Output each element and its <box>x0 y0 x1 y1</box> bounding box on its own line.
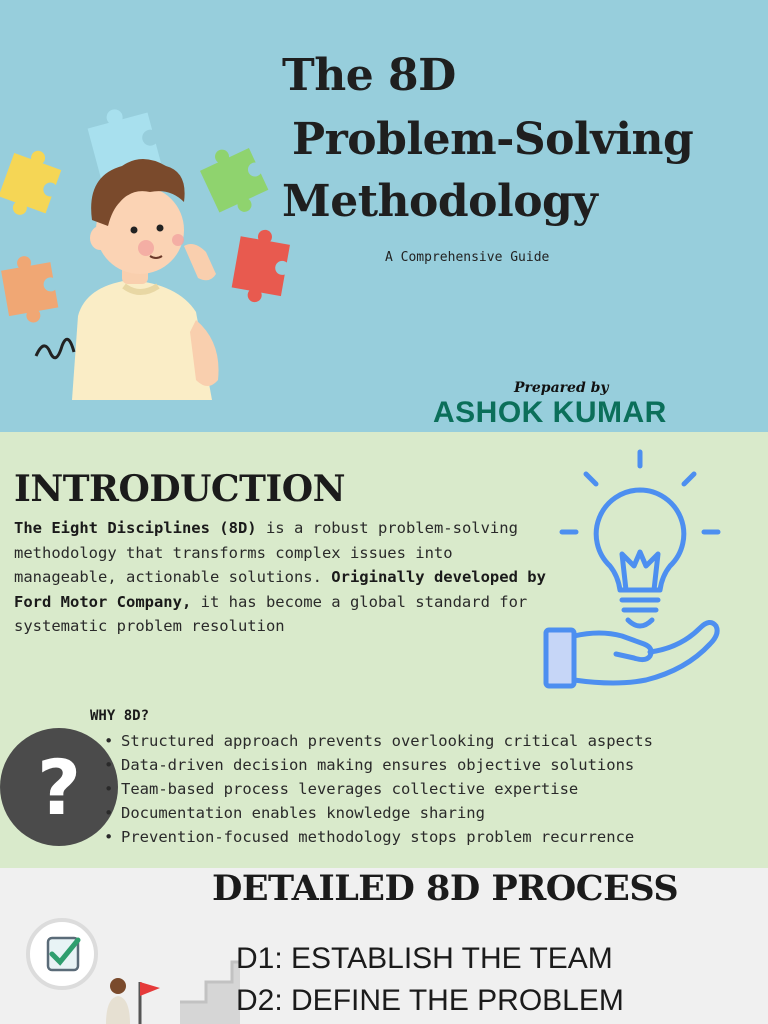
page-title-line-2: Problem-Solving <box>292 114 694 165</box>
list-item: • Team-based process leverages collective expertise <box>104 777 653 801</box>
list-item: • Prevention-focused methodology stops problem recurrence <box>104 825 653 849</box>
process-step-d2: D2: DEFINE THE PROBLEM <box>236 984 624 1017</box>
puzzle-piece-icon <box>0 143 65 223</box>
intro-text-1: is a robust problem-solving methodology that transforms complex issues into manageable, actionable solutions. <box>14 519 518 586</box>
question-mark-icon <box>0 728 118 846</box>
list-item: • Data-driven decision making ensures objective solutions <box>104 753 653 777</box>
introduction-paragraph <box>14 516 554 639</box>
prepared-by-label: Prepared by <box>514 380 609 396</box>
svg-text:?: ? <box>36 743 82 832</box>
hero-section <box>0 0 768 432</box>
process-step-d1: D1: ESTABLISH THE TEAM <box>236 942 613 975</box>
puzzle-piece-icon <box>0 252 60 327</box>
list-item: • Structured approach prevents overlooking critical aspects <box>104 729 653 753</box>
page-title-line-1: The 8D <box>282 50 456 101</box>
puzzle-piece-icon <box>196 138 273 222</box>
intro-bold-ford: Originally developed by Ford Motor Company, <box>14 568 546 611</box>
thinking-boy-illustration <box>0 80 310 400</box>
process-section <box>0 868 768 1024</box>
list-item: • Documentation enables knowledge sharing <box>104 801 653 825</box>
page-subtitle: A Comprehensive Guide <box>385 250 550 265</box>
introduction-heading: INTRODUCTION <box>14 468 345 510</box>
puzzle-piece-icon <box>230 226 292 307</box>
intro-text-2: it has become a global standard for systematic problem resolution <box>14 592 528 635</box>
why-8d-heading: WHY 8D? <box>90 708 150 724</box>
introduction-section <box>0 432 768 868</box>
intro-bold-8d: The Eight Disciplines (8D) <box>14 519 257 537</box>
page-title-line-3: Methodology <box>282 176 598 227</box>
lightbulb-hand-icon <box>540 440 740 690</box>
process-heading: DETAILED 8D PROCESS <box>212 868 679 909</box>
stairs-flag-illustration <box>0 908 240 1024</box>
why-8d-list <box>104 729 653 849</box>
author-name: ASHOK KUMAR <box>433 396 667 429</box>
